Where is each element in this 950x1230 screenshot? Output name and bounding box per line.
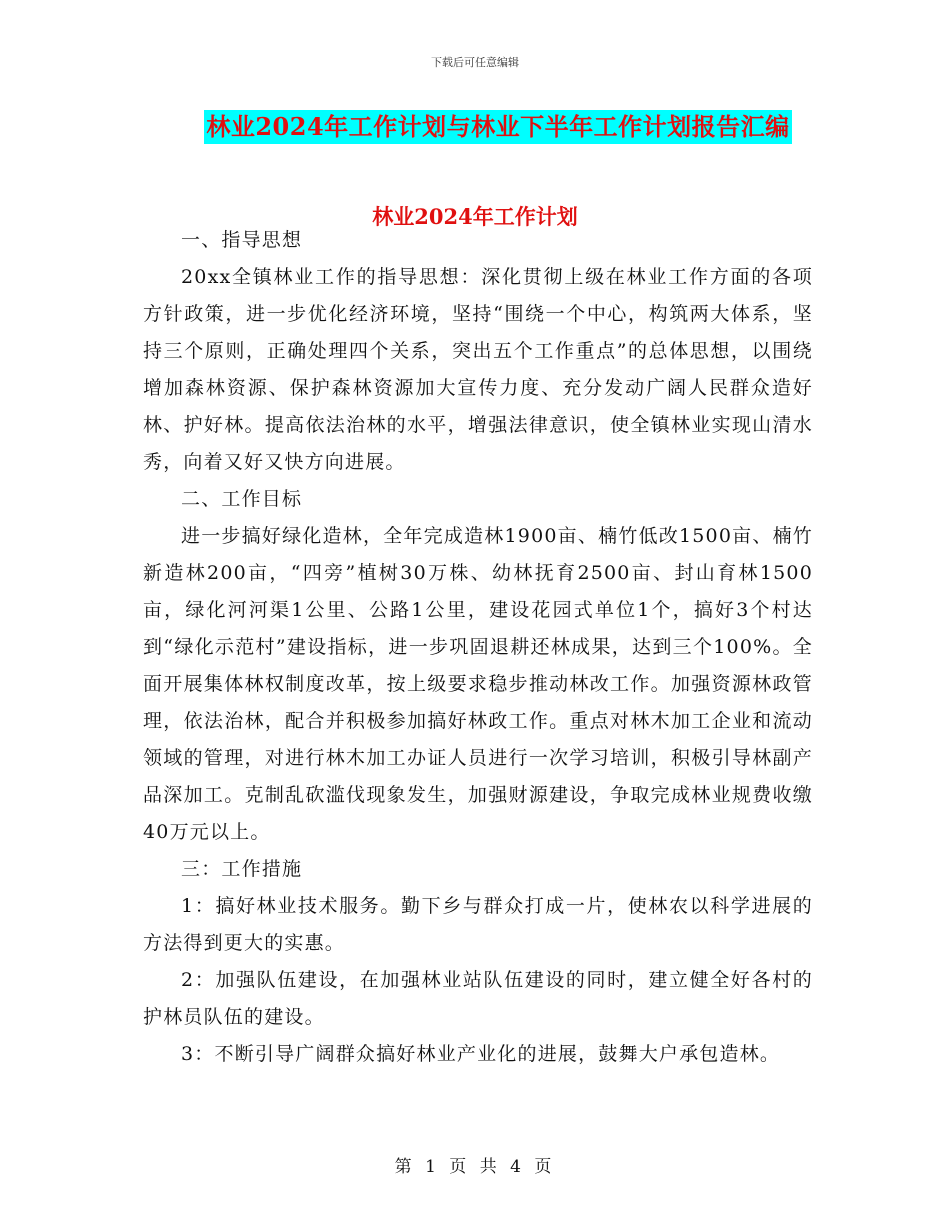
page-footer: 第 1 页 共 4 页 bbox=[394, 1157, 556, 1177]
sub-title: 林业2024年工作计划 bbox=[372, 204, 578, 229]
header-note: 下载后可任意编辑 bbox=[431, 56, 519, 69]
section-3-item-1: 1：搞好林业技术服务。勤下乡与群众打成一片，使林农以科学进展的方法得到更大的实惠。 bbox=[143, 895, 813, 954]
section-3-item-3: 3：不断引导广阔群众搞好林业产业化的进展，鼓舞大户承包造林。 bbox=[181, 1043, 781, 1065]
section-1-heading: 一、指导思想 bbox=[181, 229, 303, 251]
main-title: 林业2024年工作计划与林业下半年工作计划报告汇编 bbox=[204, 110, 791, 144]
section-1-paragraph: 20xx全镇林业工作的指导思想：深化贯彻上级在林业工作方面的各项方针政策，进一步优化经济环境，坚持“围绕一个中心，构筑两大体系，坚持三个原则，正确处理四个关系，突出五个工作重点”的总体思想，以围绕增加森林资源、保护森林资源加大宣传力度、充分发动广阔人民群众造好林、护好林。提高依法治林的水平，增强法律意识，使全镇林业实现山清水秀，向着又好又快方向进展。 bbox=[143, 266, 813, 473]
main-title-wrap bbox=[0, 110, 950, 144]
section-2-paragraph: 进一步搞好绿化造林，全年完成造林1900亩、楠竹低改1500亩、楠竹新造林200亩，“四旁”植树30万株、幼林抚育2500亩、封山育林1500亩，绿化河河渠1公里、公路1公里，建设花园式单位1个，搞好3个村达到“绿化示范村”建设指标，进一步巩固退耕还林成果，达到三个100%。全面开展集体林权制度改革，按上级要求稳步推动林改工作。加强资源林政管理，依法治林，配合并积极参加搞好林政工作。重点对林木加工企业和流动领域的管理，对进行林木加工办证人员进行一次学习培训，积极引导林副产品深加工。克制乱砍滥伐现象发生，加强财源建设，争取完成林业规费收缴40万元以上。 bbox=[143, 525, 813, 843]
section-3-item-2: 2：加强队伍建设，在加强林业站队伍建设的同时，建立健全好各村的护林员队伍的建设。 bbox=[143, 969, 813, 1028]
document-body bbox=[143, 222, 813, 1073]
section-3-heading: 三：工作措施 bbox=[181, 858, 303, 880]
section-2-heading: 二、工作目标 bbox=[181, 488, 303, 510]
